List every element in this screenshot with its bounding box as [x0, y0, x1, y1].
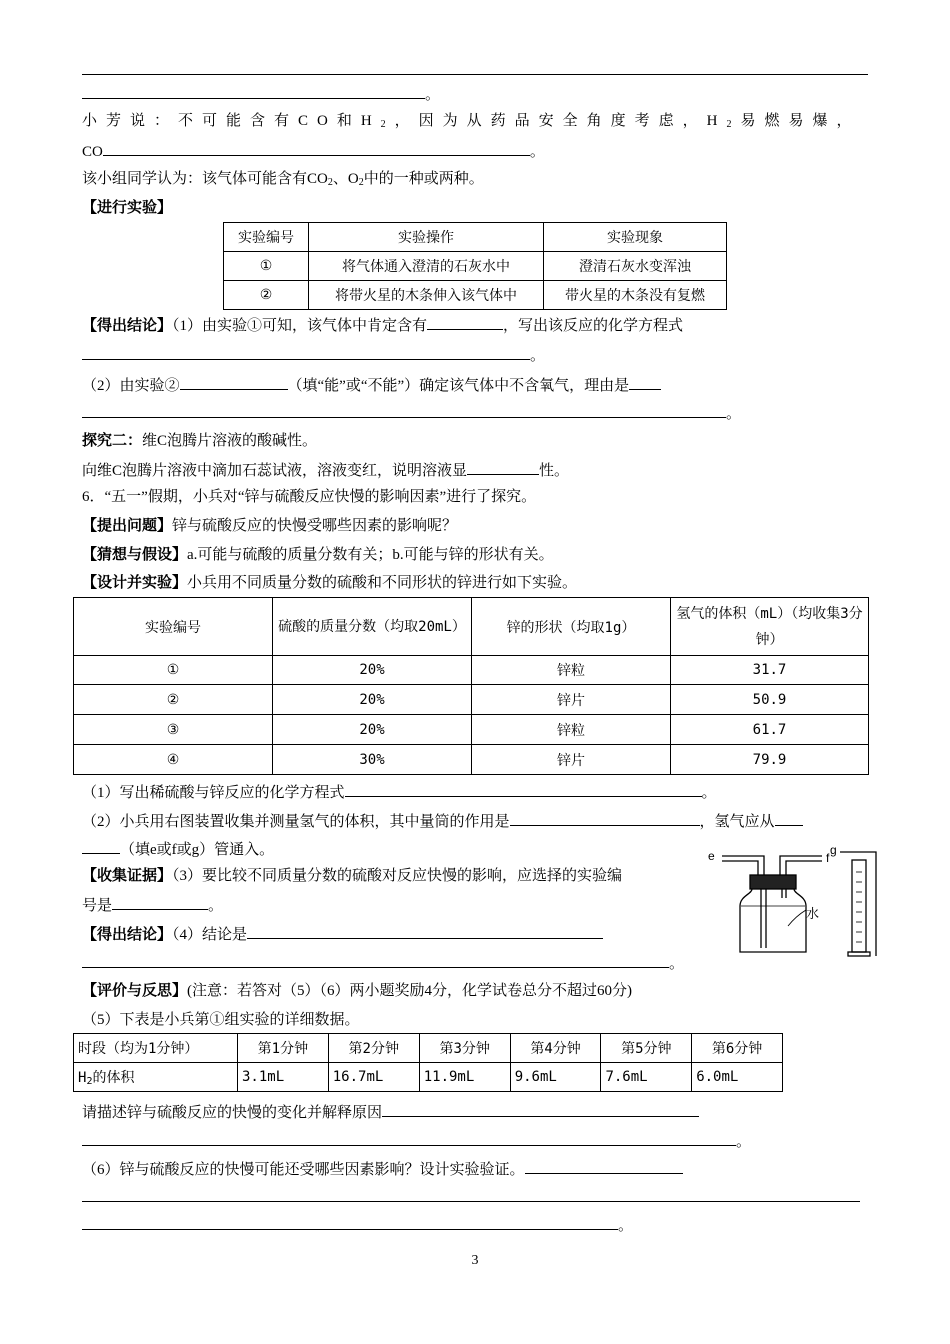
- label-e: e: [708, 849, 715, 863]
- table-cell: ②: [74, 685, 273, 715]
- table-cell: 7.6mL: [601, 1063, 692, 1092]
- table-header: 第4分钟: [510, 1034, 601, 1063]
- table-cell: 6.0mL: [692, 1063, 783, 1092]
- table-header: 时段（均为1分钟）: [74, 1034, 238, 1063]
- raise-question: 【提出问题】锌与硫酸反应的快慢受哪些因素的影响呢？: [82, 517, 458, 534]
- table-cell: ②: [224, 281, 309, 310]
- section-experiment: 【进行实验】: [82, 199, 173, 216]
- blank[interactable]: [82, 952, 669, 968]
- part-6-line3: 。: [82, 1214, 633, 1236]
- blank[interactable]: [103, 140, 530, 156]
- fang-line2: CO 。: [82, 140, 545, 162]
- part-4: 【得出结论】（4）结论是: [82, 923, 603, 945]
- table-header: 硫酸的质量分数（均取20mL）: [273, 598, 472, 656]
- label-water: 水: [806, 907, 820, 922]
- table-cell: 61.7: [671, 715, 869, 745]
- table-cell: 20%: [273, 656, 472, 685]
- litmus-line: 向维C泡腾片溶液中滴加石蕊试液，溶液变红，说明溶液显 性。: [82, 459, 569, 481]
- blank[interactable]: [82, 402, 726, 418]
- conclusion-1-line2: 。: [82, 344, 545, 366]
- part-1: （1）写出稀硫酸与锌反应的化学方程式 。: [82, 781, 717, 803]
- blank[interactable]: [345, 781, 702, 797]
- blank[interactable]: [467, 459, 539, 475]
- part-5: （5）下表是小兵第①组实验的详细数据。: [82, 1012, 360, 1028]
- blank[interactable]: [510, 810, 700, 826]
- blank[interactable]: [82, 838, 120, 854]
- blank[interactable]: [382, 1101, 699, 1117]
- table-cell: 锌片: [472, 685, 671, 715]
- table-header: 第3分钟: [419, 1034, 510, 1063]
- answer-line-row: 。: [82, 83, 440, 105]
- blank[interactable]: [525, 1158, 683, 1174]
- table-header: 第5分钟: [601, 1034, 692, 1063]
- part-3: 【收集证据】（3）要比较不同质量分数的硫酸对反应快慢的影响，应选择的实验编: [82, 867, 623, 884]
- table-cell: 9.6mL: [510, 1063, 601, 1092]
- question-6: 6．“五一”假期，小兵对“锌与硫酸反应快慢的影响因素”进行了探究。: [82, 489, 537, 505]
- part-2-line2: （填e或f或g）管通入。: [82, 838, 274, 860]
- table-header: 锌的形状（均取1g）: [472, 598, 671, 656]
- blank[interactable]: [629, 374, 661, 390]
- table-cell: ③: [74, 715, 273, 745]
- table-cell: 带火星的木条没有复燃: [544, 281, 727, 310]
- part-3-line2: 号是 。: [82, 894, 223, 916]
- table-cell: ①: [224, 252, 309, 281]
- time-table: [73, 1033, 783, 1092]
- table-header: 氢气的体积（mL）（均收集3分钟）: [671, 598, 869, 656]
- table-cell: 将带火星的木条伸入该气体中: [309, 281, 544, 310]
- group-statement: 该小组同学认为：该气体可能含有$CO_2$、$O_2$中的一种或两种。: [82, 171, 484, 188]
- table-cell: 20%: [273, 685, 472, 715]
- table-header: 实验编号: [224, 223, 309, 252]
- blank[interactable]: [112, 894, 208, 910]
- table-header: 实验操作: [309, 223, 544, 252]
- zinc-table: [73, 597, 869, 775]
- page-number: 3: [471, 1253, 479, 1268]
- explore-two: 探究二：维C泡腾片溶液的酸碱性。: [82, 432, 318, 449]
- table-header: 实验编号: [74, 598, 273, 656]
- table-cell: 11.9mL: [419, 1063, 510, 1092]
- table-cell: 将气体通入澄清的石灰水中: [309, 252, 544, 281]
- part-6-line2: [82, 1186, 860, 1208]
- conclusion-2: （2）由实验② （填“能”或“不能”）确定该气体中不含氧气，理由是: [82, 374, 661, 396]
- reflect: 【评价与反思】(注意：若答对（5）（6）两小题奖励4分，化学试卷总分不超过60分): [82, 982, 633, 999]
- blank[interactable]: [82, 83, 425, 99]
- conclusion-2-line2: 。: [82, 402, 741, 424]
- table-cell: 3.1mL: [238, 1063, 329, 1092]
- blank[interactable]: [427, 314, 503, 330]
- blank[interactable]: [180, 374, 288, 390]
- blank[interactable]: [247, 923, 603, 939]
- table-row-label: $H_2$的体积: [74, 1063, 238, 1092]
- label-g: g: [830, 843, 837, 857]
- table-cell: 30%: [273, 745, 472, 775]
- fang-line: 小芳说：不可能含有CO和$H_2$，因为从药品安全角度考虑，$H_2$易燃易爆，: [82, 113, 861, 130]
- table-cell: 锌粒: [472, 656, 671, 685]
- experiment-table: [223, 222, 727, 310]
- table-cell: ①: [74, 656, 273, 685]
- blank[interactable]: [82, 1214, 618, 1230]
- table-cell: 锌粒: [472, 715, 671, 745]
- design: 【设计并实验】小兵用不同质量分数的硫酸和不同形状的锌进行如下实验。: [82, 574, 578, 591]
- table-cell: 20%: [273, 715, 472, 745]
- table-cell: 31.7: [671, 656, 869, 685]
- table-cell: 16.7mL: [328, 1063, 419, 1092]
- gas-collection-apparatus: [700, 842, 890, 960]
- part-5-question: 请描述锌与硫酸反应的快慢的变化并解释原因: [82, 1101, 699, 1123]
- blank[interactable]: [775, 810, 803, 826]
- hypothesis: 【猜想与假设】a.可能与硫酸的质量分数有关；b.可能与锌的形状有关。: [82, 546, 554, 563]
- table-cell: ④: [74, 745, 273, 775]
- table-header: 第6分钟: [692, 1034, 783, 1063]
- table-header: 实验现象: [544, 223, 727, 252]
- table-cell: 79.9: [671, 745, 869, 775]
- label-f: f: [826, 851, 830, 865]
- blank[interactable]: [82, 1130, 736, 1146]
- part-4-line2: 。: [82, 952, 684, 974]
- blank[interactable]: [82, 1186, 860, 1202]
- part-6: （6）锌与硫酸反应的快慢可能还受哪些因素影响？设计实验验证。: [82, 1158, 683, 1180]
- table-cell: 澄清石灰水变浑浊: [544, 252, 727, 281]
- part-2: （2）小兵用右图装置收集并测量氢气的体积，其中量筒的作用是 ，氢气应从: [82, 810, 803, 832]
- blank[interactable]: [82, 344, 530, 360]
- conclusion-1: 【得出结论】（1）由实验①可知，该气体中肯定含有 ，写出该反应的化学方程式: [82, 314, 683, 336]
- part-5-line2: 。: [82, 1130, 751, 1152]
- table-header: 第1分钟: [238, 1034, 329, 1063]
- table-cell: 锌片: [472, 745, 671, 775]
- table-cell: 50.9: [671, 685, 869, 715]
- answer-line: [82, 74, 868, 75]
- table-header: 第2分钟: [328, 1034, 419, 1063]
